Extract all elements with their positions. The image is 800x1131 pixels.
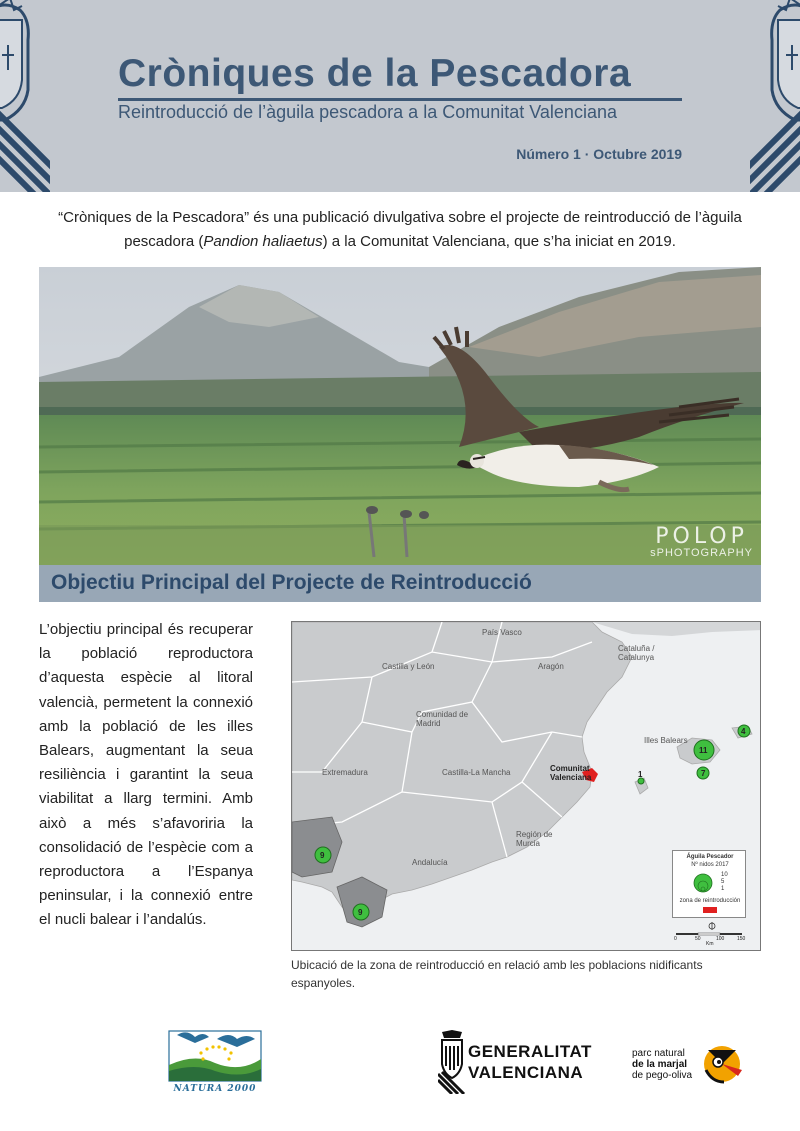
newsletter-subtitle: Reintroducció de l’àguila pescadora a la Comunitat Valenciana [118, 102, 617, 122]
nest-count-label: 9 [358, 908, 363, 917]
header-banner [0, 0, 800, 192]
natura-2000-icon [165, 1025, 265, 1083]
nest-count-label: 11 [699, 746, 708, 755]
parc-natural-logo [620, 1040, 760, 1086]
coat-of-arms-icon [750, 0, 800, 192]
legend-zone-swatch [703, 907, 717, 913]
map-legend [672, 850, 746, 918]
generalitat-valenciana-logo [438, 1030, 592, 1094]
nest-count-label: 7 [701, 769, 706, 778]
watermark-brand: POLOP [655, 524, 748, 549]
region-label: Región de Murcia [516, 830, 553, 848]
scale-tick: 150 [737, 936, 746, 942]
section-heading-bar [39, 565, 761, 602]
region-label: Castilla-La Mancha [442, 768, 511, 777]
map-caption: Ubicació de la zona de reintroducció en relació amb les poblacions nidificants espanyoles. [291, 958, 703, 990]
generalitat-crest-icon [438, 1030, 466, 1094]
section-title: Objectiu Principal del Projecte de Reintroducció [51, 571, 532, 594]
legend-circle-sizes [691, 871, 715, 895]
intro-text-end: ) a la Comunitat Valenciana, que s’ha iniciat en 2019. [322, 233, 676, 250]
issue-number: Número 1 · Octubre 2019 [516, 146, 682, 162]
photographer-watermark [650, 526, 753, 559]
reintroduction-map [291, 621, 761, 951]
species-name: Pandion haliaetus [203, 233, 323, 250]
park-line1: parc natural [632, 1048, 685, 1059]
watermark-subtitle: sPHOTOGRAPHY [650, 547, 753, 559]
legend-zone-label: zona de reintroducción [679, 898, 741, 904]
osprey-photo [39, 267, 761, 565]
objective-paragraph: L’objectiu principal és recuperar la població reproductora d’aquesta espècie al litoral valencià, permetent la connexió amb la població de les illes Balears, augmentant la seua resiliència i garantint la seua viabilitat a llarg termini. Amb això a més s’afavoriria la consolidació de l’espècie com a reproductora a l’Espanya peninsular, i la connexió entre el nucli balear i l’andalús. [39, 621, 253, 929]
scale-tick: 0 [674, 936, 677, 942]
park-line2: de la marjal [632, 1059, 688, 1070]
coat-of-arms-icon [0, 0, 50, 192]
osprey-landscape-image [39, 267, 761, 565]
natura-2000-text: NATURA 2000 [173, 1084, 257, 1094]
region-label: Comunidad de Madrid [416, 710, 469, 728]
region-label: Extremadura [322, 768, 368, 777]
region-label: Cataluña / Catalunya [618, 644, 655, 662]
intro-paragraph [40, 206, 760, 254]
region-label: País Vasco [482, 628, 522, 637]
map-scale-bar [672, 922, 752, 946]
scale-tick: 50 [695, 936, 701, 942]
bird-mascot-icon [698, 1040, 750, 1086]
legend-size-label: 1 [721, 886, 725, 892]
region-label: Comunitat Valenciana [550, 764, 592, 782]
natura-2000-logo [165, 1025, 265, 1095]
title-underline [118, 98, 682, 101]
newsletter-title: Cròniques de la Pescadora [118, 52, 632, 95]
park-line3: de pego-oliva [632, 1070, 693, 1081]
nest-count-label: 9 [320, 851, 325, 860]
scale-unit: Km [706, 941, 714, 947]
region-label: Andalucía [412, 858, 448, 867]
legend-size-label: 5 [721, 879, 725, 885]
nest-count-label: 1 [638, 770, 643, 779]
legend-title: Águila Pescador [686, 854, 734, 860]
legend-subtitle: Nº nidos 2017 [691, 862, 729, 868]
region-label: Castilla y León [382, 662, 435, 671]
intro-text-start: “Cròniques de la Pescadora” és una publicació divulgativa sobre el projecte de reintroducció de l’àguila pescadora ( [58, 209, 742, 250]
scale-tick: 100 [716, 936, 725, 942]
generalitat-line2: VALENCIANA [468, 1063, 584, 1082]
generalitat-line1: GENERALITAT [468, 1042, 592, 1061]
region-label: Aragón [538, 662, 564, 671]
legend-size-label: 10 [721, 872, 728, 878]
nest-count-label: 4 [741, 727, 746, 736]
region-label: Illes Balears [644, 736, 688, 745]
